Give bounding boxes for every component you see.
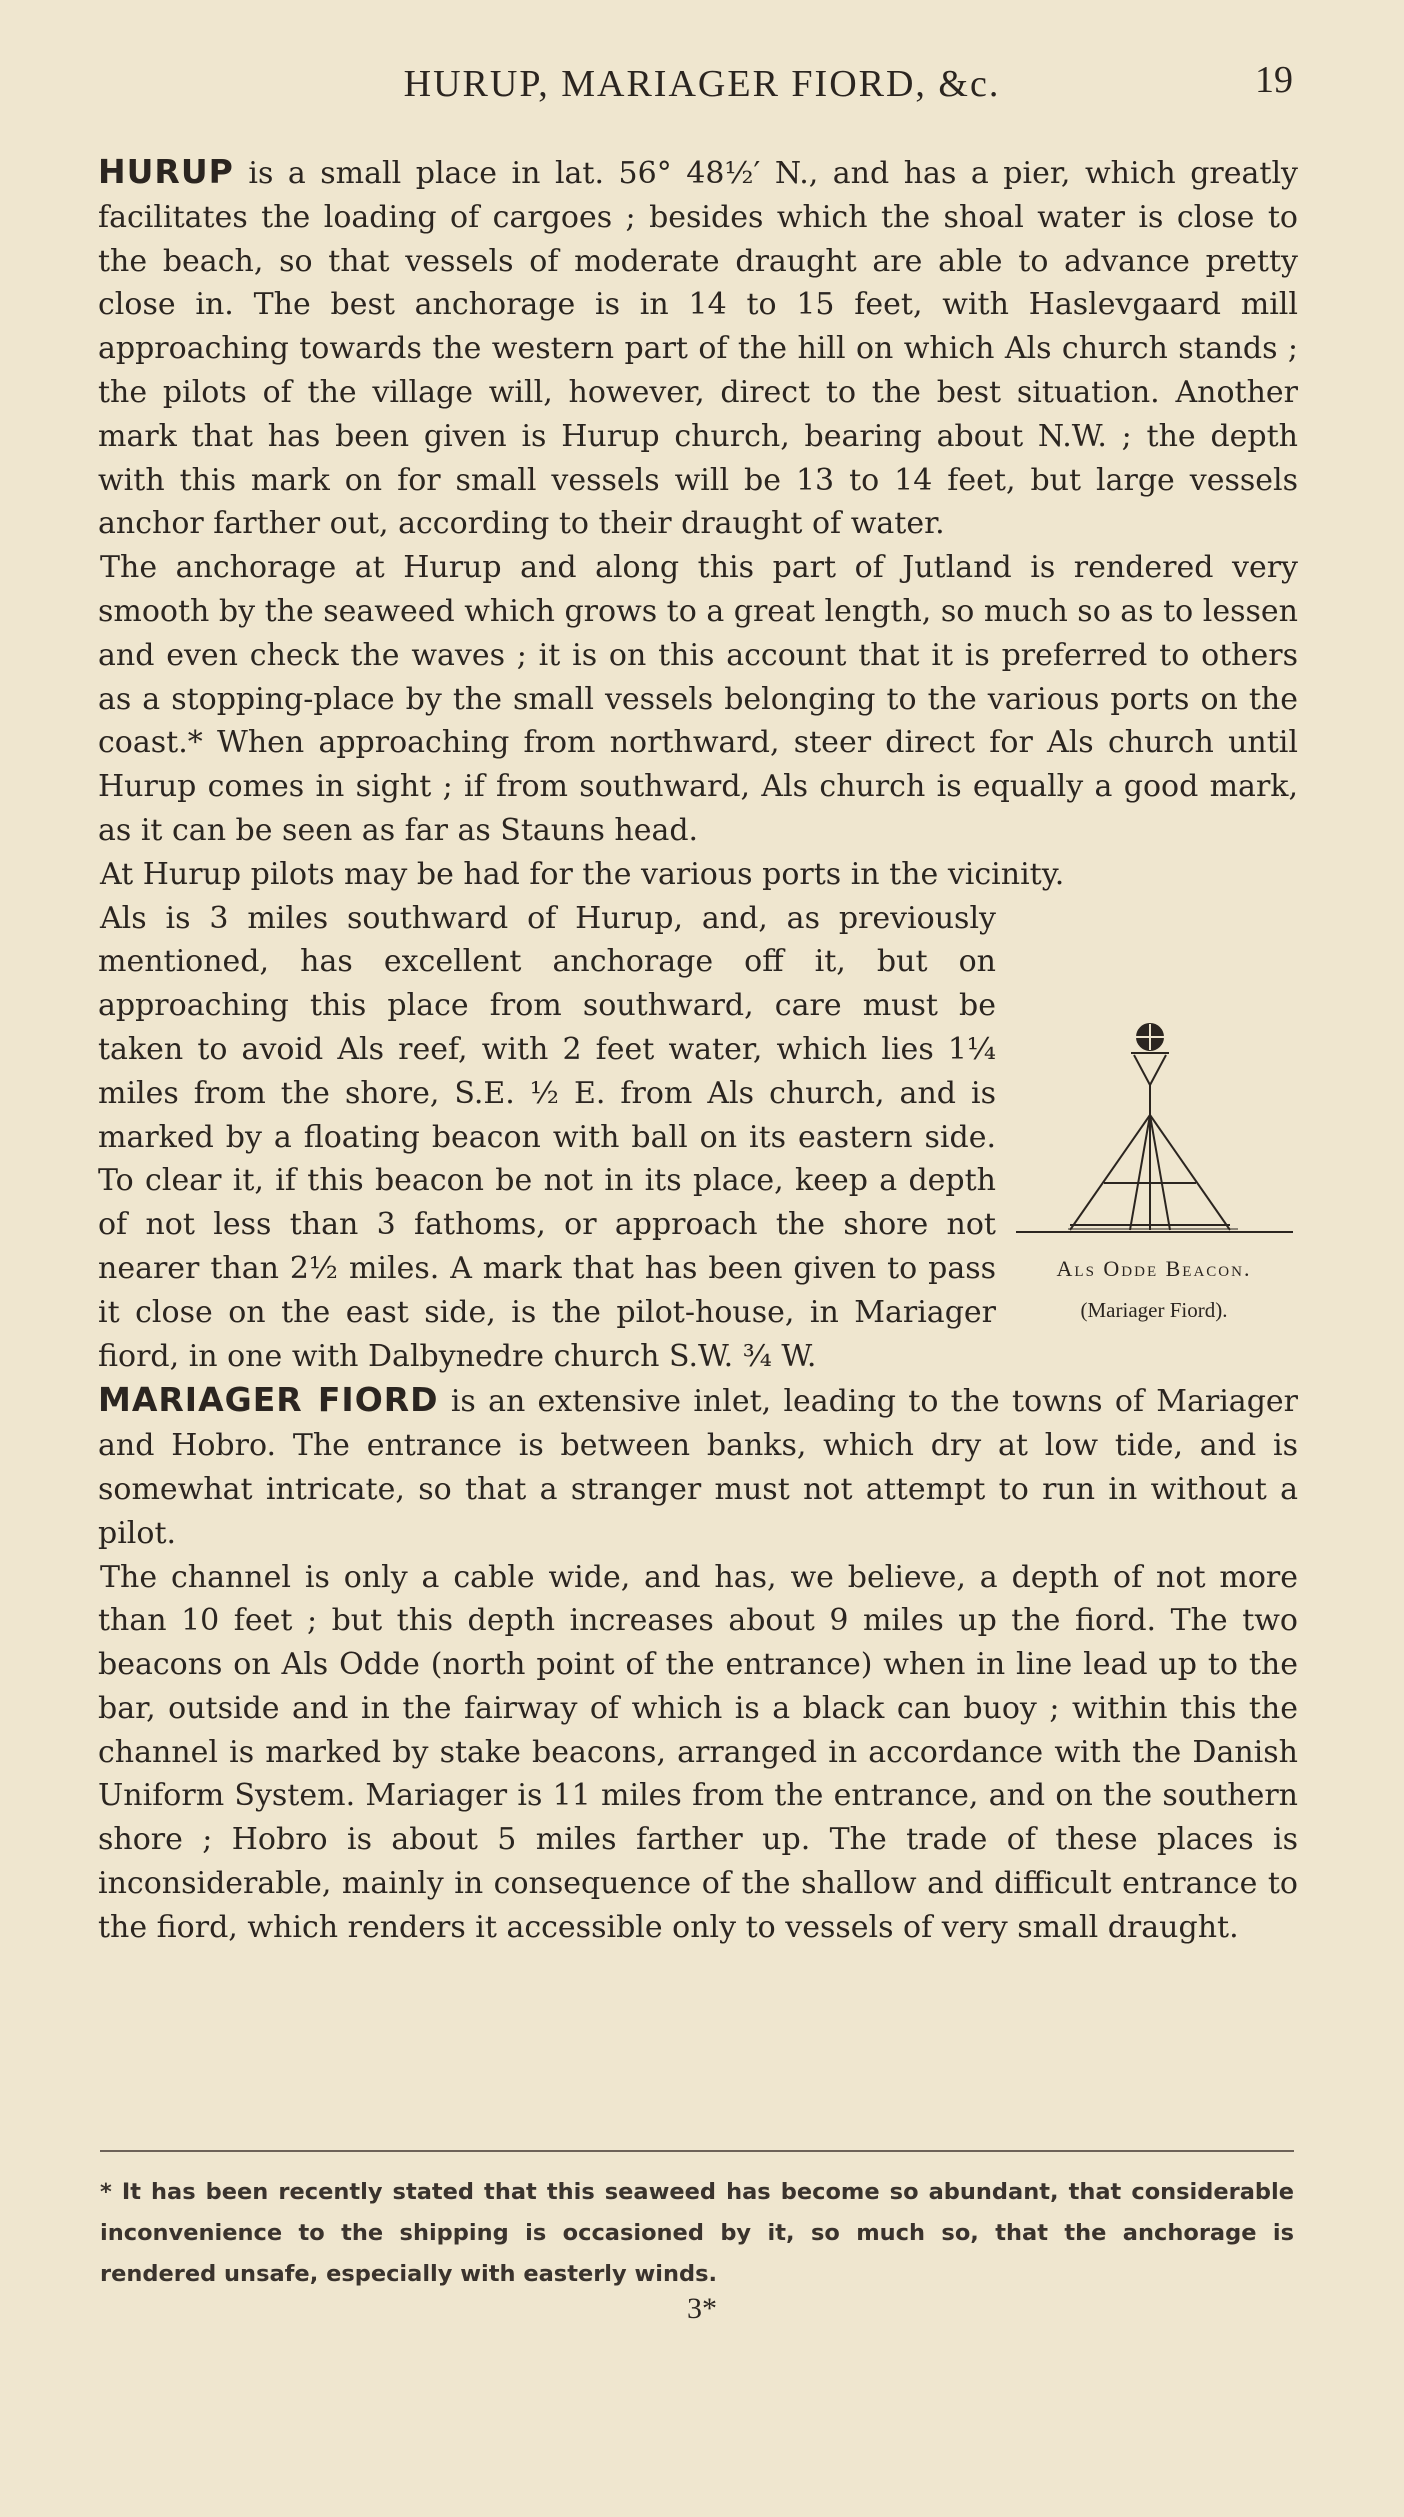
figure-caption: Als Odde Beacon.: [1056, 1255, 1252, 1281]
paragraph-channel: The channel is only a cable wide, and has, we believe, a depth of not more than 10 feet ; but this depth increases about 9 miles up the fiord. The two beacons on Als Odde (north point of the entrance) when in line lead up to the bar, outside and in the fairway of which is a black can buoy ; within this the channel is marked by stake beacons, arranged in accordance with the Danish Uniform System. Mariager is 11 miles from the entrance, and on the southern shore ; Hobro is about 5 miles farther up. The trade of these places is inconsiderable, mainly in consequence of the shallow and difficult entrance to the fiord, which renders it accessible only to vessels of very small draught.: [98, 1559, 1298, 1945]
page-number: 19: [1255, 59, 1293, 101]
body-text: [98, 150, 1298, 1950]
running-head: HURUP, MARIAGER FIORD, &c.: [403, 63, 1001, 105]
section-lead-hurup: HURUP: [98, 152, 234, 191]
paragraph-als-text: Als is 3 miles southward of Hurup, and, as previously mentioned, has excellent anchorage off it, but on approaching this place from southward, care must be taken to avoid Als reef, with 2 feet water, which lies 1¼ miles from the shore, S.E. ½ E. from Als church, and is marked by a floating beacon with ball on its eastern side. To clear it, if this beacon be not in its place, keep a depth of not less than 3 fathoms, or approach the shore not nearer than 2½ miles. A mark that has been given to pass it close on the east side, is the pilot-house, in Mariager fiord, in one with Dalbynedre church S.W. ¾ W.: [98, 900, 996, 1374]
paragraph-mariager: [98, 1378, 1298, 1555]
signature-mark: 3*: [687, 2292, 717, 2325]
beacon-illustration: [1008, 1015, 1298, 1245]
paragraph-hurup: [98, 150, 1298, 546]
paragraph-mariager-text: is an extensive inlet, leading to the towns of Mariager and Hobro. The entrance is between banks, which dry at low tide, and is somewhat intricate, so that a stranger must not attempt to run in without a pilot.: [98, 1384, 1298, 1551]
footnote-rule: [100, 2150, 1294, 2152]
paragraph-pilots: At Hurup pilots may be had for the various ports in the vicinity.: [100, 856, 1065, 892]
figure-subcaption: (Mariager Fiord).: [1080, 1297, 1228, 1322]
paragraph-hurup-text: is a small place in lat. 56° 48½′ N., and has a pier, which greatly facilitates the loading of cargoes ; besides which the shoal water is close to the beach, so that vessels of moderate draught are able to advance pretty close in. The best anchorage is in 14 to 15 feet, with Haslevgaard mill approaching towards the western part of the hill on which Als church stands ; the pilots of the village will, however, direct to the best situation. Another mark that has been given is Hurup church, bearing about N.W. ; the depth with this mark on for small vessels will be 13 to 14 feet, but large vessels anchor farther out, according to their draught of water.: [98, 156, 1298, 542]
footnote: * It has been recently stated that this seaweed has become so abundant, that considerable inconvenience to the shipping is occasioned by it, so much so, that the anchorage is rendered unsafe, especially with easterly winds.: [100, 2179, 1294, 2287]
beacon-figure: [1008, 1015, 1298, 1322]
paragraph-anchorage: The anchorage at Hurup and along this part of Jutland is rendered very smooth by the seaweed which grows to a great length, so much so as to lessen and even check the waves ; it is on this account that it is preferred to others as a stopping-place by the small vessels belonging to the various ports on the coast.* When approaching from northward, steer direct for Als church until Hurup comes in sight ; if from southward, Als church is equally a good mark, as it can be seen as far as Stauns head.: [98, 550, 1298, 848]
paragraph-als: [98, 897, 1298, 1379]
section-lead-mariager: MARIAGER FIORD: [98, 1380, 439, 1420]
